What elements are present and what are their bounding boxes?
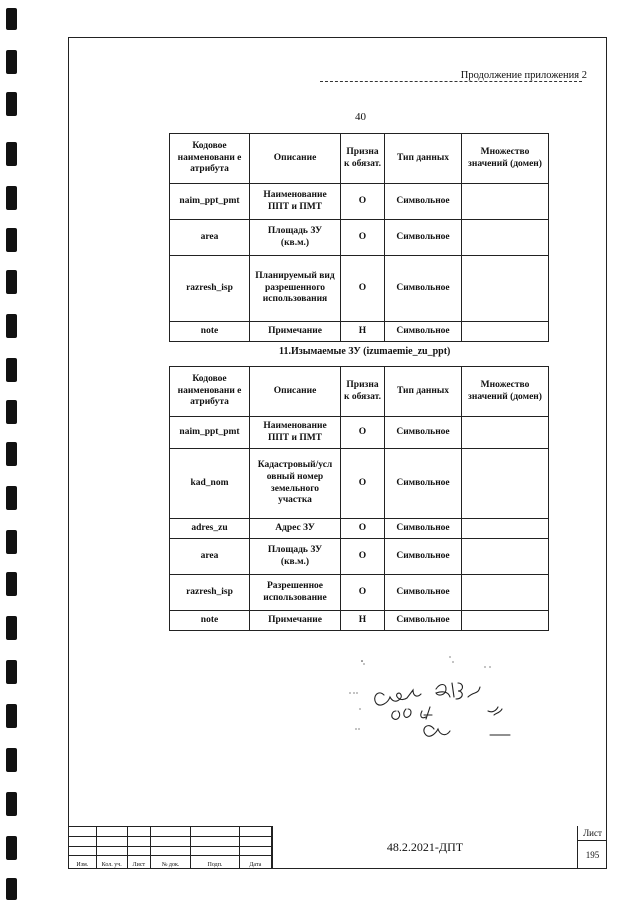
cell-domain: [462, 519, 549, 539]
cell-required: О: [341, 184, 385, 220]
col-required: Призна к обязат.: [341, 367, 385, 417]
cell-required: О: [341, 417, 385, 449]
label-change: Изм.: [69, 856, 97, 869]
cell-domain: [462, 184, 549, 220]
cell-domain: [462, 539, 549, 575]
cell-required: О: [341, 449, 385, 519]
cell-code: area: [170, 220, 250, 256]
cell-type: Символьное: [385, 256, 462, 322]
sheet-label: Лист: [578, 826, 607, 841]
table-2-caption: 11.Изымаемые ЗУ (izumaemie_zu_ppt): [279, 346, 451, 357]
table-row: [170, 611, 549, 631]
attribute-table-1: [169, 133, 549, 342]
cell-description: Кадастровый/усл овный номер земельного участка: [250, 449, 341, 519]
table-header-row: [170, 367, 549, 417]
continuation-note: Продолжение приложения 2: [460, 70, 587, 81]
cell-code: naim_ppt_pmt: [170, 184, 250, 220]
table-row: [170, 256, 549, 322]
label-sheet: Лист: [127, 856, 150, 869]
header-dashline: [320, 81, 582, 82]
cell-code: kad_nom: [170, 449, 250, 519]
cell-description: Площадь ЗУ (кв.м.): [250, 220, 341, 256]
table-row: [170, 220, 549, 256]
cell-domain: [462, 417, 549, 449]
cell-description: Наименование ППТ и ПМТ: [250, 417, 341, 449]
cell-code: naim_ppt_pmt: [170, 417, 250, 449]
col-description: Описание: [250, 134, 341, 184]
page-number: 40: [355, 111, 366, 123]
table-row: [170, 417, 549, 449]
sheet-box: [577, 826, 607, 869]
col-type: Тип данных: [385, 134, 462, 184]
col-code: Кодовое наименовани е атрибута: [170, 367, 250, 417]
cell-description: Планируемый вид разрешенного использования: [250, 256, 341, 322]
cell-required: О: [341, 519, 385, 539]
table-header-row: [170, 134, 549, 184]
cell-required: Н: [341, 322, 385, 342]
cell-type: Символьное: [385, 449, 462, 519]
signature-scribble: [340, 655, 520, 745]
label-date: Дата: [239, 856, 271, 869]
cell-code: area: [170, 539, 250, 575]
col-domain: Множество значений (домен): [462, 134, 549, 184]
label-count: Кол. уч.: [96, 856, 127, 869]
cell-type: Символьное: [385, 611, 462, 631]
cell-type: Символьное: [385, 417, 462, 449]
revision-grid: [68, 826, 272, 869]
cell-domain: [462, 220, 549, 256]
cell-description: Разрешенное использование: [250, 575, 341, 611]
table-row: [170, 539, 549, 575]
cell-required: О: [341, 220, 385, 256]
cell-description: Наименование ППТ и ПМТ: [250, 184, 341, 220]
col-required: Призна к обязат.: [341, 134, 385, 184]
cell-required: Н: [341, 611, 385, 631]
title-block: [68, 826, 607, 869]
cell-code: note: [170, 611, 250, 631]
cell-type: Символьное: [385, 184, 462, 220]
cell-code: note: [170, 322, 250, 342]
label-doc-number: № док.: [150, 856, 190, 869]
cell-description: Примечание: [250, 322, 341, 342]
cell-domain: [462, 611, 549, 631]
cell-type: Символьное: [385, 519, 462, 539]
document-code: 48.2.2021-ДПТ: [272, 826, 577, 869]
cell-domain: [462, 449, 549, 519]
sheet-number: 195: [585, 850, 600, 860]
cell-code: razresh_isp: [170, 575, 250, 611]
cell-required: О: [341, 575, 385, 611]
cell-required: О: [341, 539, 385, 575]
table-row: [170, 184, 549, 220]
col-code: Кодовое наименовани е атрибута: [170, 134, 250, 184]
col-type: Тип данных: [385, 367, 462, 417]
cell-domain: [462, 256, 549, 322]
cell-type: Символьное: [385, 220, 462, 256]
cell-description: Площадь ЗУ (кв.м.): [250, 539, 341, 575]
cell-code: razresh_isp: [170, 256, 250, 322]
cell-required: О: [341, 256, 385, 322]
cell-type: Символьное: [385, 575, 462, 611]
table-row: [170, 322, 549, 342]
cell-type: Символьное: [385, 322, 462, 342]
table-row: [170, 575, 549, 611]
col-domain: Множество значений (домен): [462, 367, 549, 417]
col-description: Описание: [250, 367, 341, 417]
cell-description: Адрес ЗУ: [250, 519, 341, 539]
label-signature: Подп.: [191, 856, 239, 869]
cell-code: adres_zu: [170, 519, 250, 539]
cell-type: Символьное: [385, 539, 462, 575]
table-row: [170, 519, 549, 539]
cell-domain: [462, 322, 549, 342]
table-row: [170, 449, 549, 519]
cell-domain: [462, 575, 549, 611]
attribute-table-2: [169, 366, 549, 631]
cell-description: Примечание: [250, 611, 341, 631]
